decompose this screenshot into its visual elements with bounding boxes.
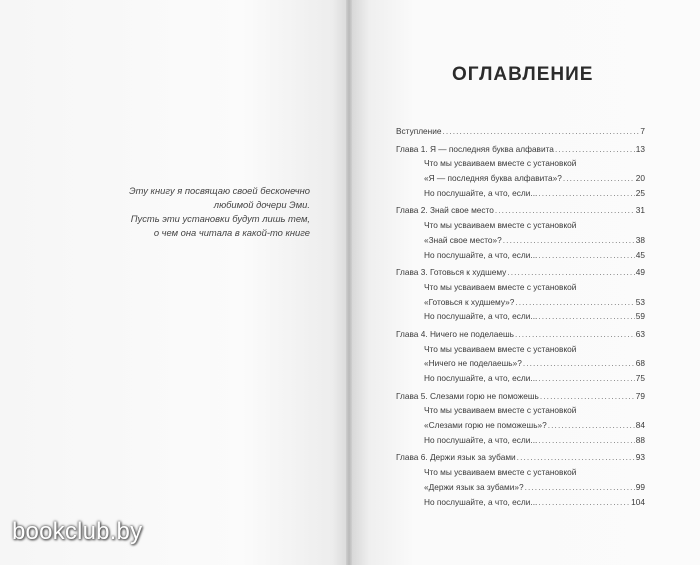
leader-dots <box>555 142 635 157</box>
leader-dots <box>515 295 634 310</box>
leader-dots <box>495 203 635 218</box>
sub-entry-but: Но послушайте, а что, если... <box>424 249 538 260</box>
leader-dots <box>563 171 635 186</box>
leader-dots <box>525 480 635 495</box>
toc-sub-row <box>396 495 645 510</box>
sub-entry-quote: «Я — последняя буква алфавита»? <box>424 173 562 184</box>
sub-entry-text: Что мы усваиваем вместе с установкой <box>424 158 577 169</box>
sub-entry-page: 59 <box>635 311 645 322</box>
leader-dots <box>538 495 630 510</box>
sub-entry-text: Что мы усваиваем вместе с установкой <box>424 405 577 416</box>
sub-entry-but: Но послушайте, а что, если... <box>424 373 538 383</box>
dedication-line: любимой дочери Эми. <box>213 199 310 210</box>
leader-dots <box>538 309 634 324</box>
sub-entry-page: 38 <box>635 234 645 245</box>
toc-entry-title: Вступление <box>396 126 442 136</box>
sub-entry-text: Что мы усваиваем вместе с установкой <box>424 281 577 292</box>
sub-entry-page: 45 <box>635 249 645 260</box>
chapter-title: Глава 4. Ничего не поделаешь <box>396 328 514 339</box>
toc-sub-row <box>396 280 645 295</box>
sub-entry-page: 99 <box>635 481 645 492</box>
sub-entry-page: 68 <box>635 358 645 369</box>
toc-sub-row <box>396 356 645 371</box>
toc-entry-page: 7 <box>640 126 645 136</box>
chapter-title: Глава 5. Слезами горю не поможешь <box>396 390 539 401</box>
toc-title: ОГЛАВЛЕНИЕ <box>452 64 594 85</box>
chapter-title: Глава 2. Знай свое место <box>396 205 494 216</box>
sub-entry-page: 75 <box>635 373 645 383</box>
sub-entry-quote: «Ничего не поделаешь»? <box>424 358 522 369</box>
leader-dots <box>538 186 634 201</box>
sub-entry-quote: «Слезами горю не поможешь»? <box>424 420 547 431</box>
leader-dots <box>540 389 635 404</box>
leader-dots <box>503 233 635 248</box>
toc-sub-row <box>396 233 645 248</box>
toc-sub-row <box>396 171 645 186</box>
left-page <box>0 0 346 565</box>
chapter-title: Глава 3. Готовься к худшему <box>396 267 507 278</box>
toc-sub-row <box>396 309 645 324</box>
dedication-line: о чем она читала в какой-то книге <box>153 227 310 238</box>
sub-entry-quote: «Знай свое место»? <box>424 234 502 245</box>
sub-entry-page: 25 <box>635 187 645 198</box>
dedication <box>90 184 310 240</box>
chapter-page: 63 <box>635 328 645 339</box>
chapter-page: 79 <box>635 390 645 401</box>
toc-chapter-row <box>396 265 645 280</box>
chapter-page: 93 <box>635 452 645 463</box>
toc-sub-row <box>396 418 645 433</box>
toc-chapter-row <box>396 142 645 157</box>
leader-dots <box>538 371 634 386</box>
sub-entry-page: 88 <box>635 434 645 445</box>
chapter-title: Глава 1. Я — последняя буква алфавита <box>396 143 554 154</box>
leader-dots <box>523 356 635 371</box>
leader-dots <box>507 265 634 280</box>
watermark-logo: bookclub.by <box>12 518 143 545</box>
sub-entry-but: Но послушайте, а что, если... <box>424 496 538 507</box>
toc-sub-row <box>396 248 645 263</box>
leader-dots <box>538 248 634 263</box>
leader-dots <box>538 433 634 448</box>
leader-dots <box>443 124 640 139</box>
toc-sub-row <box>396 480 645 495</box>
sub-entry-page: 104 <box>631 496 645 507</box>
sub-entry-but: Но послушайте, а что, если... <box>424 311 538 322</box>
toc-sub-row <box>396 371 645 386</box>
toc-chapter-row <box>396 450 645 465</box>
sub-entry-page: 84 <box>635 420 645 431</box>
toc-chapter-row <box>396 327 645 342</box>
toc-sub-row <box>396 403 645 418</box>
sub-entry-page: 20 <box>635 173 645 184</box>
chapter-title: Глава 6. Держи язык за зубами <box>396 452 516 463</box>
toc-sub-row <box>396 156 645 171</box>
sub-entry-page: 53 <box>635 296 645 307</box>
table-of-contents <box>396 124 645 509</box>
leader-dots <box>548 418 635 433</box>
sub-entry-but: Но послушайте, а что, если... <box>424 434 538 445</box>
toc-chapter-row <box>396 389 645 404</box>
sub-entry-text: Что мы усваиваем вместе с установкой <box>424 220 577 231</box>
toc-sub-row <box>396 295 645 310</box>
leader-dots <box>515 327 635 342</box>
sub-entry-quote: «Держи язык за зубами»? <box>424 481 524 492</box>
chapter-page: 49 <box>635 267 645 278</box>
sub-entry-quote: «Готовься к худшему»? <box>424 296 515 307</box>
dedication-line: Эту книгу я посвящаю своей бесконечно <box>129 185 310 196</box>
leader-dots <box>517 450 635 465</box>
sub-entry-text: Что мы усваиваем вместе с установкой <box>424 467 577 478</box>
toc-sub-row <box>396 465 645 480</box>
toc-entry-intro <box>396 124 645 139</box>
toc-sub-row <box>396 433 645 448</box>
toc-sub-row <box>396 342 645 357</box>
toc-chapter-row <box>396 203 645 218</box>
sub-entry-text: Что мы усваиваем вместе с установкой <box>424 343 577 354</box>
toc-sub-row <box>396 186 645 201</box>
sub-entry-but: Но послушайте, а что, если... <box>424 187 538 198</box>
chapter-page: 13 <box>635 143 645 154</box>
chapter-page: 31 <box>635 205 645 216</box>
dedication-line: Пусть эти установки будут лишь тем, <box>130 213 310 224</box>
toc-sub-row <box>396 218 645 233</box>
